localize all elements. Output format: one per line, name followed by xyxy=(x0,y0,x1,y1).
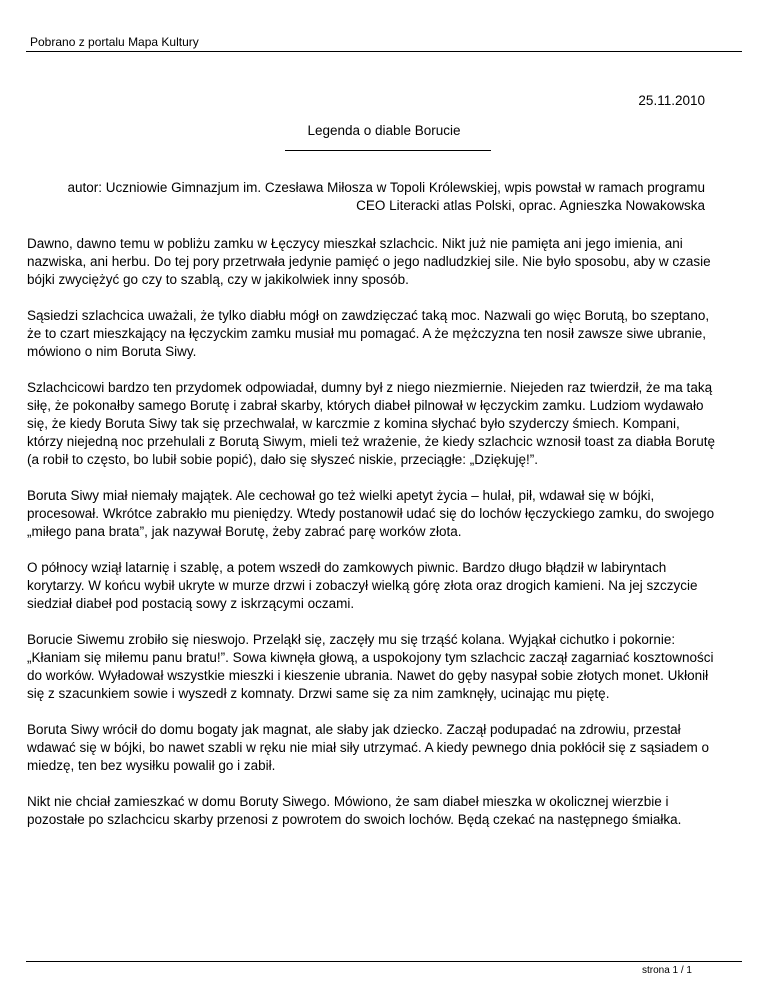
paragraph: Boruta Siwy miał niemały majątek. Ale cechował go też wielki apetyt życia – hulał, pił, wdawał się w bójki, procesował. Wkrótce zabrakło mu pieniędzy. Wtedy postanowił udać się do lochów łęczyckiego zamku, do swojego „miłego pana brata”, jak nazywał Borutę, żeby zabrać parę worków złota. xyxy=(27,488,715,539)
title-underline xyxy=(285,150,491,151)
paragraph: Sąsiedzi szlachcica uważali, że tylko diabłu mógł on zawdzięczać taką moc. Nazwali go więc Borutą, bo szeptano, że to czart mieszkający na łęczyckim zamku musiał mu pomagać. A że mężczyzna ten nosił zawsze siwe ubranie, mówiono o nim Boruta Siwy. xyxy=(27,308,710,359)
document-author: autor: Uczniowie Gimnazjum im. Czesława Miłosza w Topoli Królewskiej, wpis powstał w ramach programu CEO Literacki atlas Polski, oprac. Agnieszka Nowakowska xyxy=(67,180,705,213)
footer-divider xyxy=(26,961,742,962)
document-date: 25.11.2010 xyxy=(638,93,705,108)
paragraph: Dawno, dawno temu w pobliżu zamku w Łęczycy mieszkał szlachcic. Nikt już nie pamięta ani jego imienia, ani nazwiska, ani herbu. Do tej pory przetrwała jedynie pamięć o jego nadludzkiej sile. Nie było sposobu, aby w czasie bójki zwyciężyć go czy to szablą, czy w jakikolwiek inny sposób. xyxy=(27,236,711,287)
paragraph: Borucie Siwemu zrobiło się nieswojo. Przeląkł się, zaczęły mu się trząść kolana. Wyjąkał cichutko i pokornie: „Kłaniam się miłemu panu bratu!”. Sowa kiwnęła głową, a uspokojony tym szlachcic zaczął zagarniać kosztowności do worków. Wyładował wszystkie mieszki i kieszenie ubrania. Nawet do gęby nasypał sobie złotych monet. Ukłonił się z szacunkiem sowie i wyszedł z komnaty. Drzwi same się za nim zamknęły, ucinając mu piętę. xyxy=(27,632,714,701)
paragraph: O północy wziął latarnię i szablę, a potem wszedł do zamkowych piwnic. Bardzo długo błądził w labiryntach korytarzy. W końcu wybił ukryte w murze drzwi i zobaczył wielką górę złota oraz drogich kamieni. Na jej szczycie siedział diabeł pod postacią sowy z iskrzącymi oczami. xyxy=(27,560,698,611)
page-number: strona 1 / 1 xyxy=(641,965,692,976)
paragraph: Szlachcicowi bardzo ten przydomek odpowiadał, dumny był z niego niezmiernie. Niejeden raz twierdził, że ma taką siłę, że pokonałby samego Borutę i zabrał skarby, których diabeł pilnował w łęczyckim zamku. Ludziom wydawało się, że kiedy Boruta Siwy tak się przechwalał, w karczmie z komina słychać było szyderczy śmiech. Kompani, którzy niejedną noc przehulali z Borutą Siwym, mieli też wrażenie, że kiedy szlachcic wznosił toast za diabła Borutę (a robił to często, bo lubił sobie popić), dało się słyszeć niskie, przeciągłe: „Dziękuję!”. xyxy=(27,380,716,467)
paragraph: Boruta Siwy wrócił do domu bogaty jak magnat, ale słaby jak dziecko. Zaczął podupadać na zdrowiu, przestał wdawać się w bójki, bo nawet szabli w ręku nie miał siły utrzymać. A kiedy pewnego dnia pokłócił się z sąsiadem o miedzę, ten bez wysiłku powalił go i zabił. xyxy=(27,722,710,773)
page-header-source: Pobrano z portalu Mapa Kultury xyxy=(30,35,199,49)
paragraph: Nikt nie chciał zamieszkać w domu Boruty Siwego. Mówiono, że sam diabeł mieszka w okolicznej wierzbie i pozostałe po szlachcicu skarby przenosi z powrotem do swoich lochów. Będą czekać na następnego śmiałka. xyxy=(27,794,682,827)
document-title: Legenda o diable Borucie xyxy=(307,123,461,138)
document-body xyxy=(27,235,717,847)
header-divider xyxy=(26,51,742,52)
